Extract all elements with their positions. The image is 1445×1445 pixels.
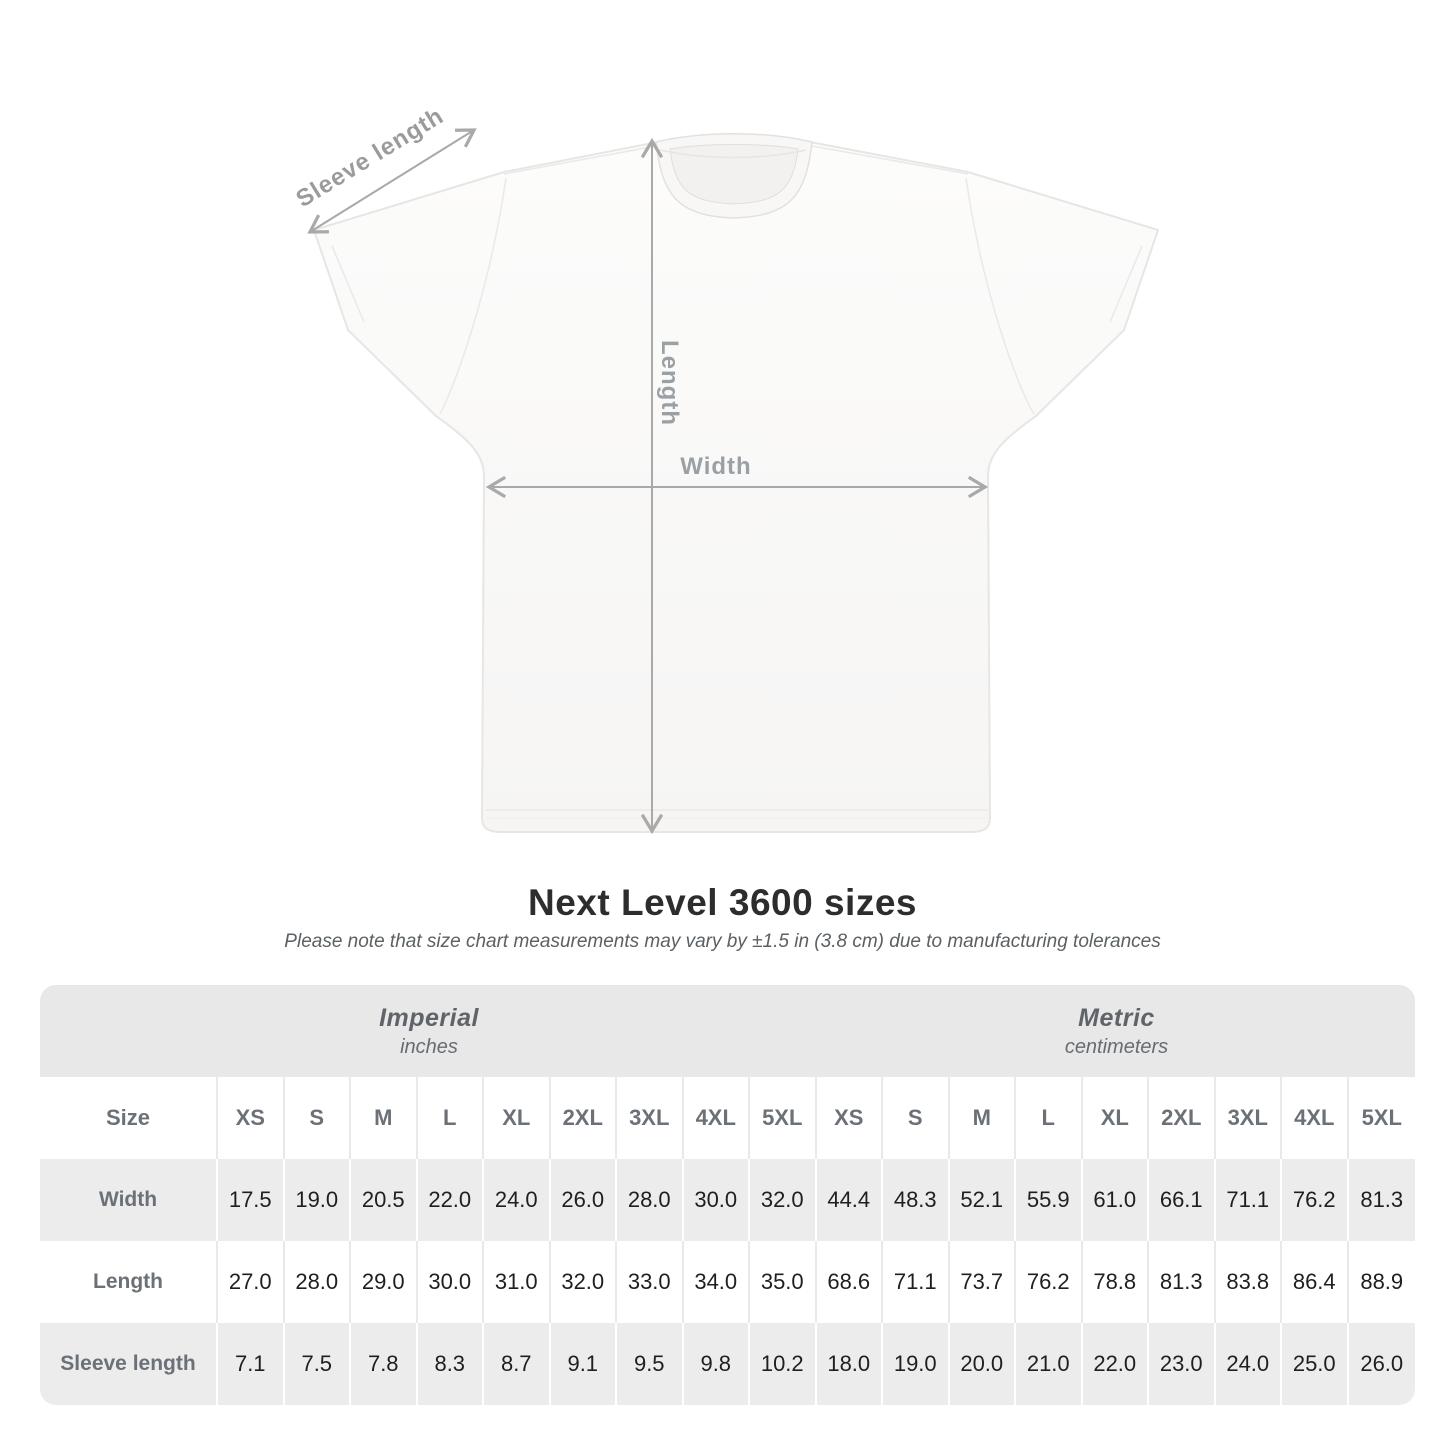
- size-header-cell: L: [418, 1077, 485, 1159]
- value-cell: 19.0: [883, 1323, 950, 1405]
- value-cell: 68.6: [817, 1241, 884, 1323]
- value-cell: 81.3: [1349, 1159, 1416, 1241]
- size-header-cell: XS: [817, 1077, 884, 1159]
- size-header-row: [40, 1077, 1415, 1159]
- value-cell: 48.3: [883, 1159, 950, 1241]
- value-cell: 31.0: [484, 1241, 551, 1323]
- measurement-row-1: [40, 1241, 1415, 1323]
- measurement-row-2-label: Sleeve length: [40, 1323, 218, 1405]
- value-cell: 17.5: [218, 1159, 285, 1241]
- value-cell: 7.8: [351, 1323, 418, 1405]
- value-cell: 44.4: [817, 1159, 884, 1241]
- value-cell: 20.0: [950, 1323, 1017, 1405]
- size-header-cell: XS: [218, 1077, 285, 1159]
- value-cell: 30.0: [684, 1159, 751, 1241]
- size-table-grid: [40, 1077, 1415, 1405]
- value-cell: 7.5: [285, 1323, 352, 1405]
- value-cell: 8.7: [484, 1323, 551, 1405]
- value-cell: 34.0: [684, 1241, 751, 1323]
- size-header-cell: XL: [1083, 1077, 1150, 1159]
- value-cell: 81.3: [1149, 1241, 1216, 1323]
- size-header-row-label: Size: [40, 1077, 218, 1159]
- value-cell: 30.0: [418, 1241, 485, 1323]
- size-header-cell: 2XL: [1149, 1077, 1216, 1159]
- value-cell: 10.2: [750, 1323, 817, 1405]
- value-cell: 19.0: [285, 1159, 352, 1241]
- value-cell: 28.0: [285, 1241, 352, 1323]
- value-cell: 7.1: [218, 1323, 285, 1405]
- value-cell: 25.0: [1282, 1323, 1349, 1405]
- value-cell: 32.0: [750, 1159, 817, 1241]
- value-cell: 9.5: [617, 1323, 684, 1405]
- value-cell: 83.8: [1216, 1241, 1283, 1323]
- value-cell: 29.0: [351, 1241, 418, 1323]
- width-label: Width: [680, 453, 752, 480]
- value-cell: 88.9: [1349, 1241, 1416, 1323]
- value-cell: 9.1: [551, 1323, 618, 1405]
- value-cell: 23.0: [1149, 1323, 1216, 1405]
- size-header-cell: XL: [484, 1077, 551, 1159]
- value-cell: 86.4: [1282, 1241, 1349, 1323]
- size-table: [40, 985, 1415, 1405]
- imperial-header: [40, 985, 818, 1077]
- metric-header: [818, 985, 1415, 1077]
- size-header-cell: 4XL: [1282, 1077, 1349, 1159]
- tshirt-body: [314, 135, 1158, 833]
- value-cell: 32.0: [551, 1241, 618, 1323]
- unit-header-row: [40, 985, 1415, 1077]
- size-header-cell: M: [950, 1077, 1017, 1159]
- tolerance-note: Please note that size chart measurements may vary by ±1.5 in (3.8 cm) due to manufacturing tolerances: [284, 931, 1161, 952]
- value-cell: 61.0: [1083, 1159, 1150, 1241]
- value-cell: 8.3: [418, 1323, 485, 1405]
- size-header-cell: M: [351, 1077, 418, 1159]
- size-header-cell: S: [883, 1077, 950, 1159]
- value-cell: 24.0: [1216, 1323, 1283, 1405]
- metric-unit: centimeters: [1064, 1035, 1169, 1058]
- value-cell: 21.0: [1016, 1323, 1083, 1405]
- length-label: Length: [656, 340, 683, 426]
- size-header-cell: L: [1016, 1077, 1083, 1159]
- value-cell: 22.0: [1083, 1323, 1150, 1405]
- value-cell: 33.0: [617, 1241, 684, 1323]
- value-cell: 9.8: [684, 1323, 751, 1405]
- value-cell: 73.7: [950, 1241, 1017, 1323]
- size-header-cell: 3XL: [1216, 1077, 1283, 1159]
- imperial-title: Imperial: [379, 1003, 479, 1032]
- value-cell: 76.2: [1282, 1159, 1349, 1241]
- measurement-row-2: [40, 1323, 1415, 1405]
- value-cell: 35.0: [750, 1241, 817, 1323]
- value-cell: 27.0: [218, 1241, 285, 1323]
- value-cell: 66.1: [1149, 1159, 1216, 1241]
- value-cell: 52.1: [950, 1159, 1017, 1241]
- value-cell: 26.0: [551, 1159, 618, 1241]
- value-cell: 26.0: [1349, 1323, 1416, 1405]
- size-header-cell: S: [285, 1077, 352, 1159]
- value-cell: 76.2: [1016, 1241, 1083, 1323]
- measurement-row-1-label: Length: [40, 1241, 218, 1323]
- value-cell: 24.0: [484, 1159, 551, 1241]
- value-cell: 18.0: [817, 1323, 884, 1405]
- value-cell: 55.9: [1016, 1159, 1083, 1241]
- value-cell: 22.0: [418, 1159, 485, 1241]
- size-header-cell: 3XL: [617, 1077, 684, 1159]
- metric-title: Metric: [1078, 1003, 1155, 1032]
- measurement-row-0: [40, 1159, 1415, 1241]
- value-cell: 78.8: [1083, 1241, 1150, 1323]
- imperial-unit: inches: [400, 1035, 458, 1058]
- value-cell: 71.1: [883, 1241, 950, 1323]
- value-cell: 71.1: [1216, 1159, 1283, 1241]
- size-header-cell: 5XL: [1349, 1077, 1416, 1159]
- page-title: Next Level 3600 sizes: [528, 882, 917, 923]
- size-header-cell: 5XL: [750, 1077, 817, 1159]
- value-cell: 20.5: [351, 1159, 418, 1241]
- measurement-row-0-label: Width: [40, 1159, 218, 1241]
- size-header-cell: 4XL: [684, 1077, 751, 1159]
- value-cell: 28.0: [617, 1159, 684, 1241]
- sleeve-length-label: Sleeve length: [291, 102, 449, 213]
- size-header-cell: 2XL: [551, 1077, 618, 1159]
- tshirt-graphic: [314, 134, 1158, 832]
